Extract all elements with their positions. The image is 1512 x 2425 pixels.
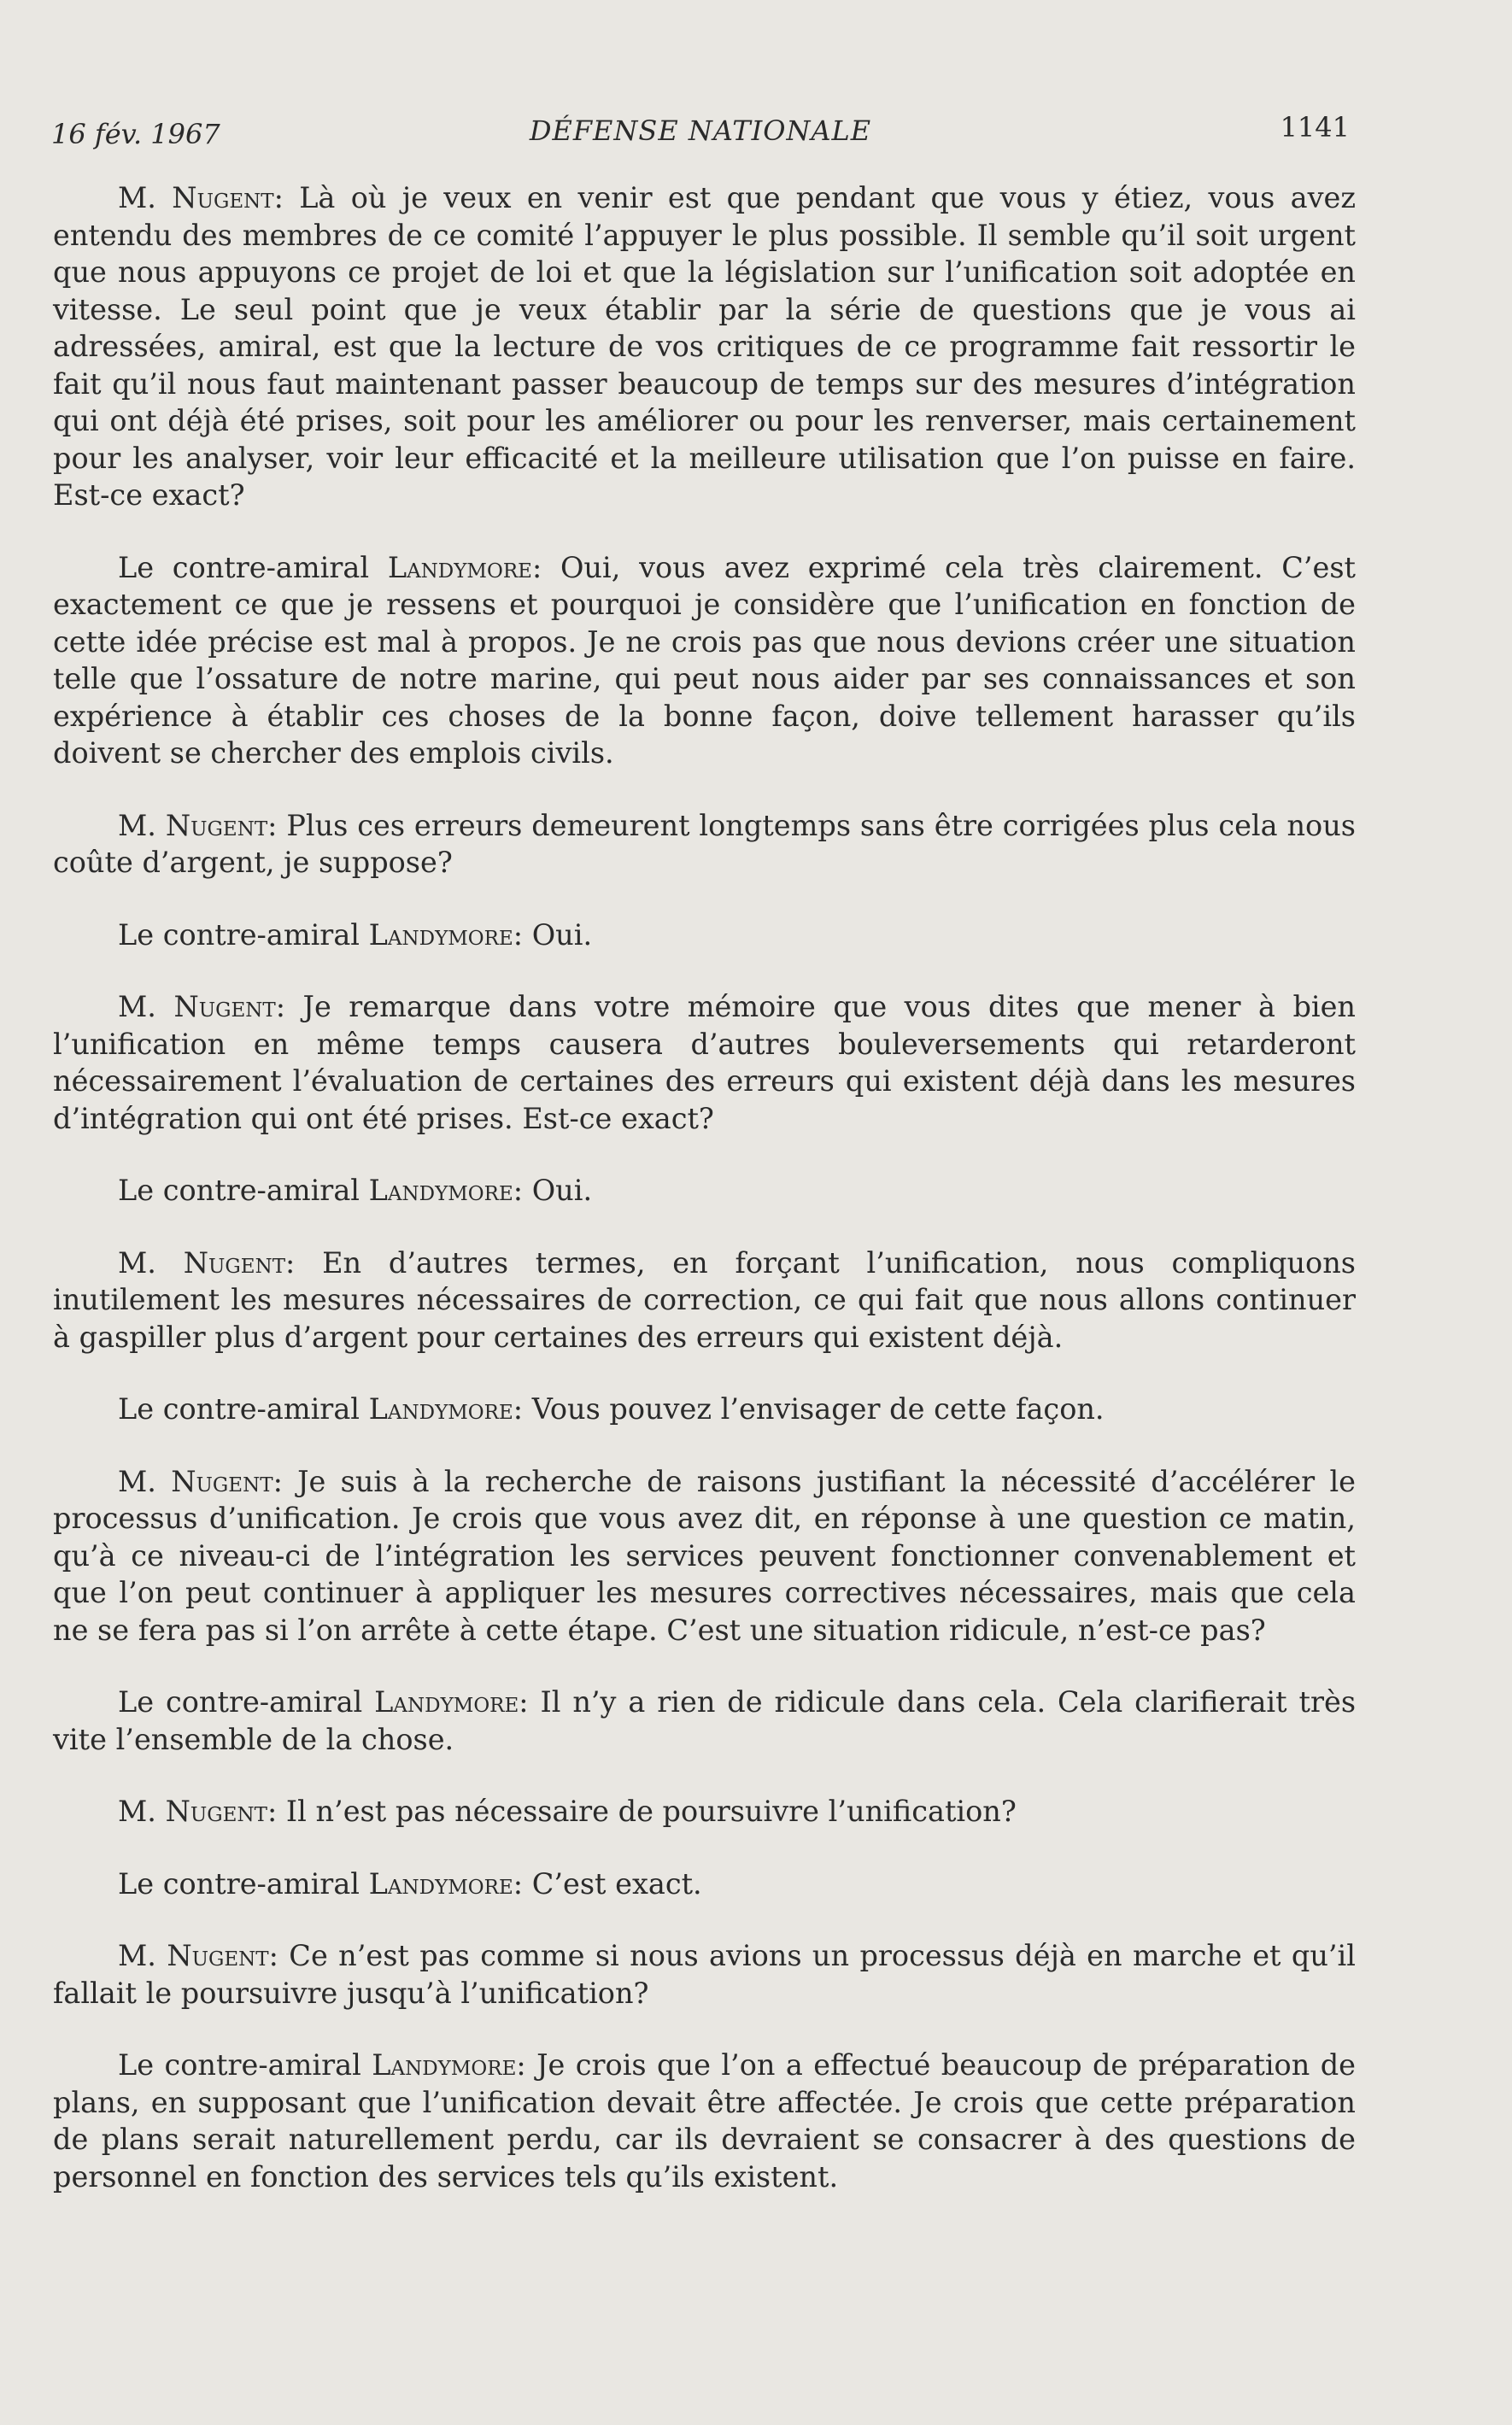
paragraph-text: : Oui, vous avez exprimé cela très clairement. C’est exactement ce que je ressens et pourquoi je considère que l’unification en fonction de cette idée précise est mal à propos. Je ne crois pas que nous devions créer une situation telle que l’ossature de notre marine, qui peut nous aider par ses connaissances et son expérience à établir ces choses de la bonne façon, doive tellement harasser qu’ils doivent se chercher des emplois civils.: [53, 550, 1357, 770]
header-date: 16 fév. 1967: [51, 118, 220, 150]
paragraph: [53, 1172, 1356, 1210]
paragraph: [53, 1866, 1356, 1903]
paragraph: [53, 179, 1356, 514]
paragraph-text: : Oui.: [513, 1174, 593, 1207]
speaker-name: Landymore: [374, 1685, 519, 1719]
paragraph-text: : Plus ces erreurs demeurent longtemps sans être corrigées plus cela nous coûte d’argent, je suppose?: [53, 808, 1356, 879]
paragraph-text: : Il n’y a rien de ridicule dans cela. Cela clarifierait très vite l’ensemble de la chose.: [53, 1685, 1357, 1756]
paragraph-text: : En d’autres termes, en forçant l’unification, nous compliquons inutilement les mesures nécessaires de correction, ce qui fait que nous allons continuer à gaspiller plus d’argent pour certaines des erreurs qui existent déjà.: [53, 1245, 1356, 1354]
speaker-name: Landymore: [368, 1392, 513, 1426]
speaker-name: Nugent: [183, 1245, 286, 1280]
paragraph: [53, 917, 1356, 954]
paragraph-text: : Là où je veux en venir est que pendant que vous y étiez, vous avez entendu des membres de ce comité l’appuyer le plus possible. Il semble qu’il soit urgent que nous appuyons ce projet de loi et que la législation sur l’unification soit adoptée en vitesse. Le seul point que je veux établir par la série de questions que je vous ai adressées, amiral, est que la lecture de vos critiques de ce programme fait ressortir le fait qu’il nous faut maintenant passer beaucoup de temps sur des mesures d’intégration qui ont déjà été prises, soit pour les améliorer ou pour les renverser, mais certainement pour les analyser, voir leur efficacité et la meilleure utilisation que l’on puisse en faire. Est-ce exact?: [53, 181, 1356, 512]
paragraph-text: : Il n’est pas nécessaire de poursuivre l’unification?: [267, 1795, 1017, 1828]
speaker-title: Le contre-amiral: [118, 1392, 360, 1426]
paragraph: [53, 988, 1356, 1137]
speaker-name: Nugent: [165, 1795, 267, 1828]
speaker-title: Le contre-amiral: [118, 2048, 361, 2082]
paragraph: [53, 1793, 1356, 1830]
speaker-name: Nugent: [165, 808, 268, 842]
paragraph-text: : Ce n’est pas comme si nous avions un processus déjà en marche et qu’il fallait le poursuivre jusqu’à l’unification?: [53, 1939, 1356, 2010]
paragraph-text: : Oui.: [513, 917, 593, 952]
paragraph: [53, 1463, 1356, 1649]
paragraph-text: : Je suis à la recherche de raisons justifiant la nécessité d’accélérer le processus d’unification. Je crois que vous avez dit, en réponse à une question ce matin, qu’à ce niveau-ci de l’intégration les services peuvent fonctionner convenablement et que l’on peut continuer à appliquer les mesures correctives nécessaires, mais que cela ne se fera pas si l’on arrête à cette étape. C’est une situation ridicule, n’est-ce pas?: [53, 1464, 1356, 1647]
body-text: [53, 179, 1356, 2230]
paragraph: [53, 1391, 1356, 1428]
speaker-title: M.: [118, 990, 156, 1023]
paragraph: [53, 1684, 1356, 1758]
speaker-name: Landymore: [368, 1174, 513, 1207]
speaker-title: Le contre-amiral: [118, 917, 360, 952]
speaker-title: Le contre-amiral: [118, 1685, 363, 1719]
speaker-title: Le contre-amiral: [118, 1174, 360, 1207]
speaker-title: M.: [118, 181, 156, 214]
speaker-name: Landymore: [368, 1866, 513, 1901]
paragraph: [53, 1245, 1356, 1356]
header-title: DÉFENSE NATIONALE: [529, 114, 872, 147]
speaker-title: M.: [118, 808, 156, 842]
running-head: [51, 111, 1350, 154]
speaker-name: Nugent: [173, 990, 276, 1023]
speaker-name: Nugent: [167, 1939, 269, 1972]
speaker-title: M.: [118, 1464, 156, 1498]
speaker-name: Landymore: [387, 550, 532, 584]
page-number: 1141: [1280, 111, 1350, 144]
paragraph-text: : Je crois que l’on a effectué beaucoup de préparation de plans, en supposant que l’unification devait être affectée. Je crois que cette préparation de plans serait naturellement perdu, car ils devraient se consacrer à des questions de personnel en fonction des services tels qu’ils existent.: [53, 2048, 1357, 2194]
speaker-title: Le contre-amiral: [118, 1866, 360, 1901]
speaker-name: Landymore: [372, 2048, 517, 2082]
paragraph-text: : Je remarque dans votre mémoire que vous dites que mener à bien l’unification en même temps causera d’autres bouleversements qui retarderont nécessairement l’évaluation de certaines des erreurs qui existent déjà dans les mesures d’intégration qui ont été prises. Est-ce exact?: [53, 990, 1356, 1135]
paragraph: [53, 2047, 1356, 2195]
paragraph-text: : Vous pouvez l’envisager de cette façon.: [513, 1392, 1105, 1426]
speaker-title: M.: [118, 1795, 156, 1828]
paragraph: [53, 807, 1356, 882]
paragraph: [53, 549, 1356, 772]
speaker-title: Le contre-amiral: [118, 550, 370, 584]
speaker-title: M.: [118, 1245, 156, 1280]
speaker-name: Landymore: [368, 917, 513, 952]
paragraph: [53, 1937, 1356, 2012]
speaker-name: Nugent: [171, 1464, 273, 1498]
speaker-title: M.: [118, 1939, 156, 1972]
paragraph-text: : C’est exact.: [513, 1866, 702, 1901]
speaker-name: Nugent: [172, 181, 274, 214]
